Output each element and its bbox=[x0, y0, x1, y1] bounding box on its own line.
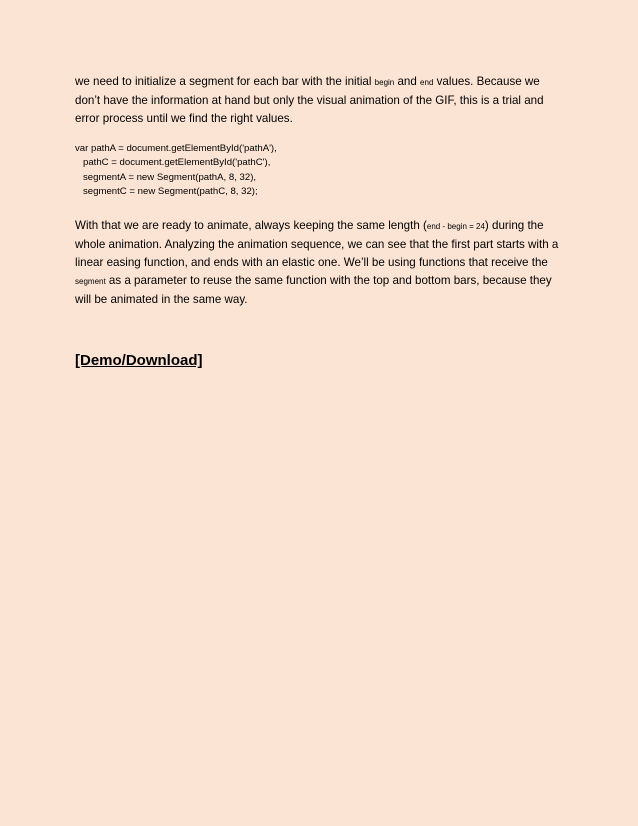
code-line: pathC = document.getElementById('pathC'), bbox=[83, 157, 271, 169]
code-line: var pathA = document.getElementById('pathA'), bbox=[75, 143, 277, 154]
code-line: segmentC = new Segment(pathC, 8, 32); bbox=[83, 185, 258, 197]
code-block bbox=[75, 142, 565, 199]
demo-link-container bbox=[75, 352, 203, 370]
animation-paragraph bbox=[75, 217, 565, 309]
paragraph-text: values. Because we don’t have the information at hand but only the visual animation of the GIF, this is a trial and error process until we find the right values. bbox=[75, 75, 544, 125]
code-line: segmentA = new Segment(pathA, 8, 32), bbox=[83, 171, 257, 183]
article-body bbox=[75, 73, 565, 309]
inline-code-segment: segment bbox=[75, 277, 106, 287]
paragraph-text: and bbox=[394, 75, 421, 88]
intro-paragraph bbox=[75, 73, 565, 128]
paragraph-text: With that we are ready to animate, always keeping the same length ( bbox=[75, 219, 427, 233]
paragraph-text: we need to initialize a segment for each bar with the initial bbox=[75, 75, 375, 88]
paragraph-text: as a parameter to reuse the same function with the top and bottom bars, because they will be animated in the same way. bbox=[75, 274, 552, 307]
inline-code-end: end bbox=[420, 78, 434, 87]
inline-code-length: end - begin = 24 bbox=[426, 222, 485, 232]
paragraph-text: ) during the whole animation. Analyzing the animation sequence, we can see that the first part starts with a linear easing function, and ends with an elastic one. We’ll be using functions that receive the bbox=[75, 219, 559, 270]
demo-download-link[interactable]: [Demo/Download] bbox=[75, 352, 203, 369]
inline-code-begin: begin bbox=[374, 78, 395, 87]
